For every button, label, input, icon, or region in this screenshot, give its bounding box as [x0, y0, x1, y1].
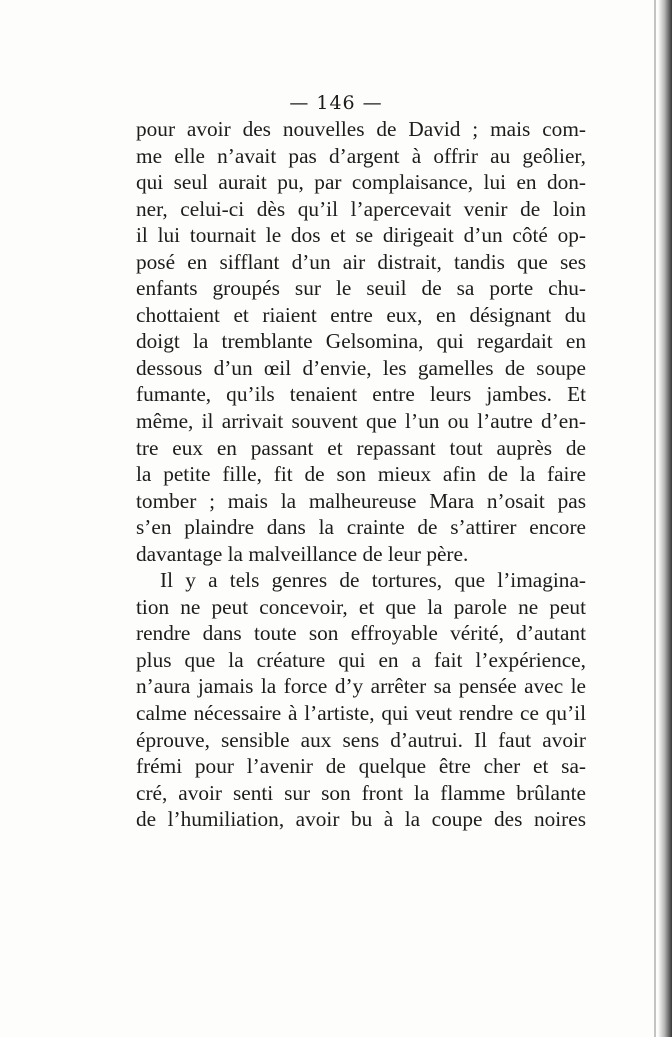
text-line: tomber ; mais la malheureuse Mara n’osait pas	[136, 488, 586, 513]
text-line: posé en sifflant d’un air distrait, tandis que ses	[136, 249, 586, 274]
text-line: dessous d’un œil d’envie, les gamelles de soupe	[136, 355, 586, 380]
text-line: rendre dans toute son effroyable vérité, d’autant	[136, 621, 586, 646]
text-line: la petite fille, fit de son mieux afin de la faire	[136, 462, 586, 487]
text-line: me elle n’avait pas d’argent à offrir au geôlier,	[136, 143, 586, 168]
text-line: cré, avoir senti sur son front la flamme brûlante	[136, 780, 586, 805]
text-line: enfants groupés sur le seuil de sa porte chu-	[136, 276, 586, 301]
text-line: même, il arrivait souvent que l’un ou l’autre d’en-	[136, 409, 586, 434]
text-line: n’aura jamais la force d’y arrêter sa pensée avec le	[136, 674, 586, 699]
body-text	[136, 116, 586, 833]
page-number: — 146 —	[289, 92, 383, 114]
text-line: il lui tournait le dos et se dirigeait d’un côté op-	[136, 223, 586, 248]
text-line: pour avoir des nouvelles de David ; mais com-	[136, 117, 586, 141]
paragraph-2	[136, 567, 586, 832]
text-line: Il y a tels genres de tortures, que l’imagina-	[160, 568, 586, 593]
text-line: davantage la malveillance de leur père.	[136, 541, 469, 566]
page-edge-line	[654, 0, 656, 1037]
text-line: fumante, qu’ils tenaient entre leurs jambes. Et	[136, 382, 586, 407]
text-line: tion ne peut concevoir, et que la parole ne peut	[136, 594, 586, 619]
text-line: qui seul aurait pu, par complaisance, lui en don-	[136, 170, 586, 195]
page-edge-shadow	[658, 0, 672, 1037]
text-line: de l’humiliation, avoir bu à la coupe des noires	[136, 807, 586, 832]
text-line: frémi pour l’avenir de quelque être cher et sa-	[136, 754, 586, 779]
text-line: tre eux en passant et repassant tout auprès de	[136, 435, 586, 460]
paragraph-1	[136, 116, 586, 567]
text-line: éprouve, sensible aux sens d’autrui. Il faut avoir	[136, 727, 586, 752]
text-line: s’en plaindre dans la crainte de s’attirer encore	[136, 515, 586, 540]
text-line: ner, celui-ci dès qu’il l’apercevait venir de loin	[136, 196, 586, 221]
text-line: calme nécessaire à l’artiste, qui veut rendre ce qu’il	[136, 701, 586, 726]
text-line: plus que la créature qui en a fait l’expérience,	[136, 647, 586, 672]
text-line: doigt la tremblante Gelsomina, qui regardait en	[136, 329, 586, 354]
text-line: chottaient et riaient entre eux, en désignant du	[136, 302, 586, 327]
